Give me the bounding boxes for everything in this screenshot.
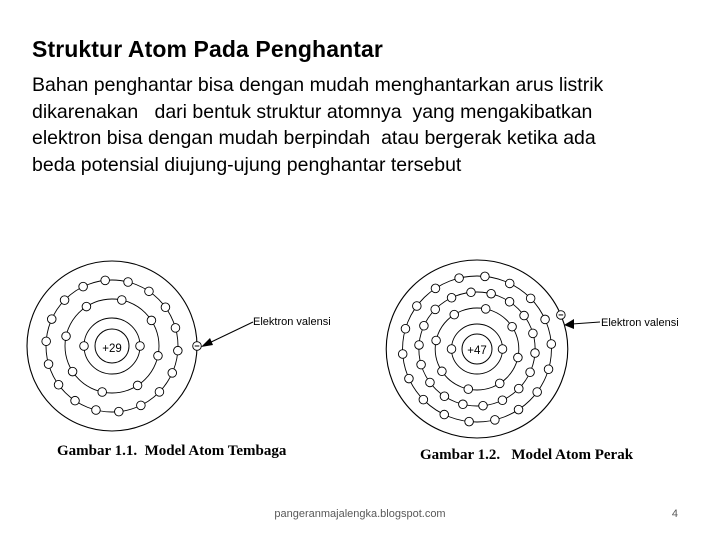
electron xyxy=(426,378,435,387)
figure-caption: Gambar 1.2. Model Atom Perak xyxy=(420,447,634,463)
body-paragraph xyxy=(32,72,702,178)
body-line: Bahan penghantar bisa dengan mudah menghantarkan arus listrik xyxy=(32,74,604,96)
nucleus-label: +29 xyxy=(102,343,122,355)
arrow-head-icon xyxy=(201,338,213,347)
electron xyxy=(417,360,426,369)
electron xyxy=(481,305,490,314)
electron xyxy=(92,406,101,415)
electron xyxy=(464,385,473,394)
body-line: dikarenakan dari bentuk struktur atomnya yang mengakibatkan xyxy=(32,100,593,123)
electron xyxy=(68,367,77,376)
valence-pointer xyxy=(195,308,375,358)
pointer-line xyxy=(207,322,253,344)
electron xyxy=(405,374,414,383)
electron xyxy=(465,417,474,426)
electron xyxy=(154,352,163,361)
electron xyxy=(60,296,69,305)
page-number: 4 xyxy=(671,508,678,520)
arrow-head-icon xyxy=(564,319,574,329)
electron xyxy=(508,322,517,331)
electron xyxy=(115,407,124,416)
electron xyxy=(467,288,476,297)
electron xyxy=(487,289,496,298)
electron xyxy=(514,353,523,362)
electron xyxy=(161,303,170,312)
body-line: beda potensial diujung-ujung penghantar tersebut xyxy=(32,153,462,176)
electron xyxy=(124,278,133,287)
electron xyxy=(413,302,422,311)
footer-source: pangeranmajalengka.blogspot.com xyxy=(274,508,446,520)
electron xyxy=(459,400,468,409)
electron xyxy=(544,365,553,374)
electron xyxy=(54,380,63,389)
electron xyxy=(118,296,127,305)
electron xyxy=(145,287,154,296)
electron xyxy=(137,401,146,410)
silver-atom-diagram xyxy=(393,255,613,455)
valence-label: Elektron valensi xyxy=(601,317,679,329)
electron xyxy=(79,282,88,291)
electron xyxy=(98,388,107,397)
slide-title: Struktur Atom Pada Penghantar xyxy=(32,36,383,62)
electron xyxy=(447,293,456,302)
nucleus-label: +47 xyxy=(467,345,487,357)
electron xyxy=(491,416,500,425)
pointer-line xyxy=(572,322,600,324)
electron xyxy=(498,345,507,354)
electron xyxy=(155,388,164,397)
electron xyxy=(44,360,53,369)
electron xyxy=(71,396,80,405)
electron xyxy=(431,305,440,314)
electron xyxy=(481,272,490,281)
valence-label: Elektron valensi xyxy=(253,316,331,328)
electron xyxy=(168,369,177,378)
electron xyxy=(398,350,407,359)
electron xyxy=(440,392,449,401)
electron xyxy=(531,349,540,358)
electron xyxy=(101,276,110,285)
electron xyxy=(447,345,456,354)
electron xyxy=(520,311,529,320)
electron xyxy=(432,336,441,345)
electron xyxy=(419,395,428,404)
electron xyxy=(438,367,447,376)
electron xyxy=(431,284,440,293)
electron xyxy=(541,315,550,324)
electron xyxy=(82,302,91,311)
electron xyxy=(440,410,449,419)
electron xyxy=(455,274,464,283)
electron xyxy=(514,405,523,414)
electron xyxy=(514,384,523,393)
electron xyxy=(479,401,488,410)
electron xyxy=(136,342,145,351)
electron xyxy=(147,316,156,325)
figure-caption: Gambar 1.1. Model Atom Tembaga xyxy=(57,443,287,459)
electron xyxy=(526,368,535,377)
electron xyxy=(415,341,424,350)
electron xyxy=(174,346,183,355)
electron xyxy=(450,310,459,319)
electron xyxy=(526,294,535,303)
electron xyxy=(498,396,507,405)
body-line: elektron bisa dengan mudah berpindah atau bergerak ketika ada xyxy=(32,127,596,149)
electron xyxy=(62,332,71,341)
valence-pointer xyxy=(558,310,718,355)
electron xyxy=(547,340,556,349)
electron xyxy=(42,337,51,346)
electron xyxy=(80,342,89,351)
electron xyxy=(495,379,504,388)
electron xyxy=(505,279,514,288)
electron xyxy=(529,329,538,338)
electron xyxy=(133,381,142,390)
electron xyxy=(533,388,542,397)
electron xyxy=(171,324,180,333)
electron xyxy=(420,321,429,330)
electron xyxy=(401,324,410,333)
electron xyxy=(47,315,56,324)
electron xyxy=(505,297,514,306)
